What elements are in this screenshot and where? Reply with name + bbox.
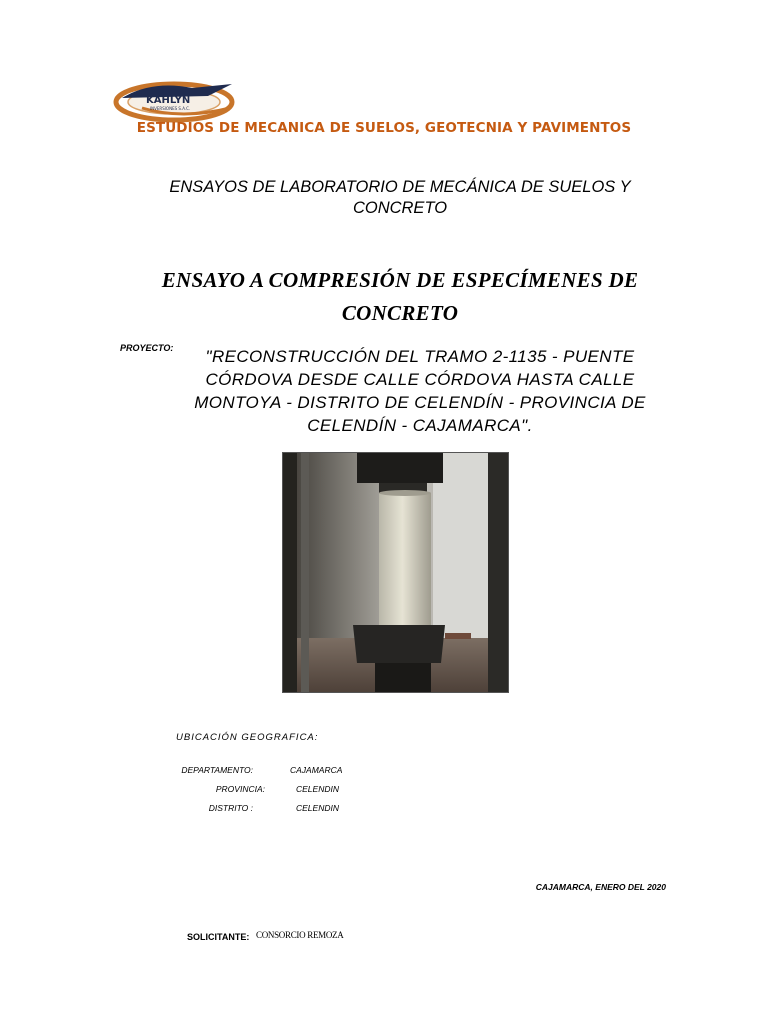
project-line4: CELENDÍN - CAJAMARCA". (307, 416, 533, 435)
department-label: DEPARTAMENTO: (181, 765, 253, 775)
company-logo (112, 78, 252, 124)
lab-title-line1: ENSAYOS DE LABORATORIO DE MECÁNICA DE SUELOS Y (169, 178, 631, 196)
test-title (120, 264, 680, 330)
district-value: CELENDIN (296, 803, 339, 813)
test-title-line1: ENSAYO A COMPRESIÓN DE ESPECÍMENES DE (161, 268, 639, 292)
district-label: DISTRITO : (208, 803, 253, 813)
logo-main-text: KAHLYN (146, 95, 191, 106)
department-value: CAJAMARCA (290, 765, 343, 775)
project-name (180, 345, 660, 437)
project-line3: MONTOYA - DISTRITO DE CELENDÍN - PROVINCIA DE (194, 393, 646, 412)
company-line: ESTUDIOS DE MECANICA DE SUELOS, GEOTECNIA Y PAVIMENTOS (136, 120, 632, 136)
lab-title-line2: CONCRETO (352, 199, 448, 217)
requester-label: SOLICITANTE: (187, 932, 250, 942)
province-label: PROVINCIA: (215, 784, 265, 794)
project-line1: "RECONSTRUCCIÓN DEL TRAMO 2-1135 - PUENTE (205, 347, 635, 366)
province-value: CELENDIN (296, 784, 339, 794)
location-title: UBICACIÓN GEOGRAFICA: (176, 732, 319, 743)
project-line2: CÓRDOVA DESDE CALLE CÓRDOVA HASTA CALLE (205, 370, 635, 389)
logo-sub-text: INVERSIONES S.A.C. (150, 106, 191, 111)
lab-title (150, 177, 650, 219)
project-label: PROYECTO: (120, 343, 174, 353)
requester-value: CONSORCIO REMOZA (256, 930, 344, 940)
place-date: CAJAMARCA, ENERO DEL 2020 (535, 882, 666, 892)
specimen-photo (282, 452, 509, 693)
test-title-line2: CONCRETO (341, 301, 459, 325)
